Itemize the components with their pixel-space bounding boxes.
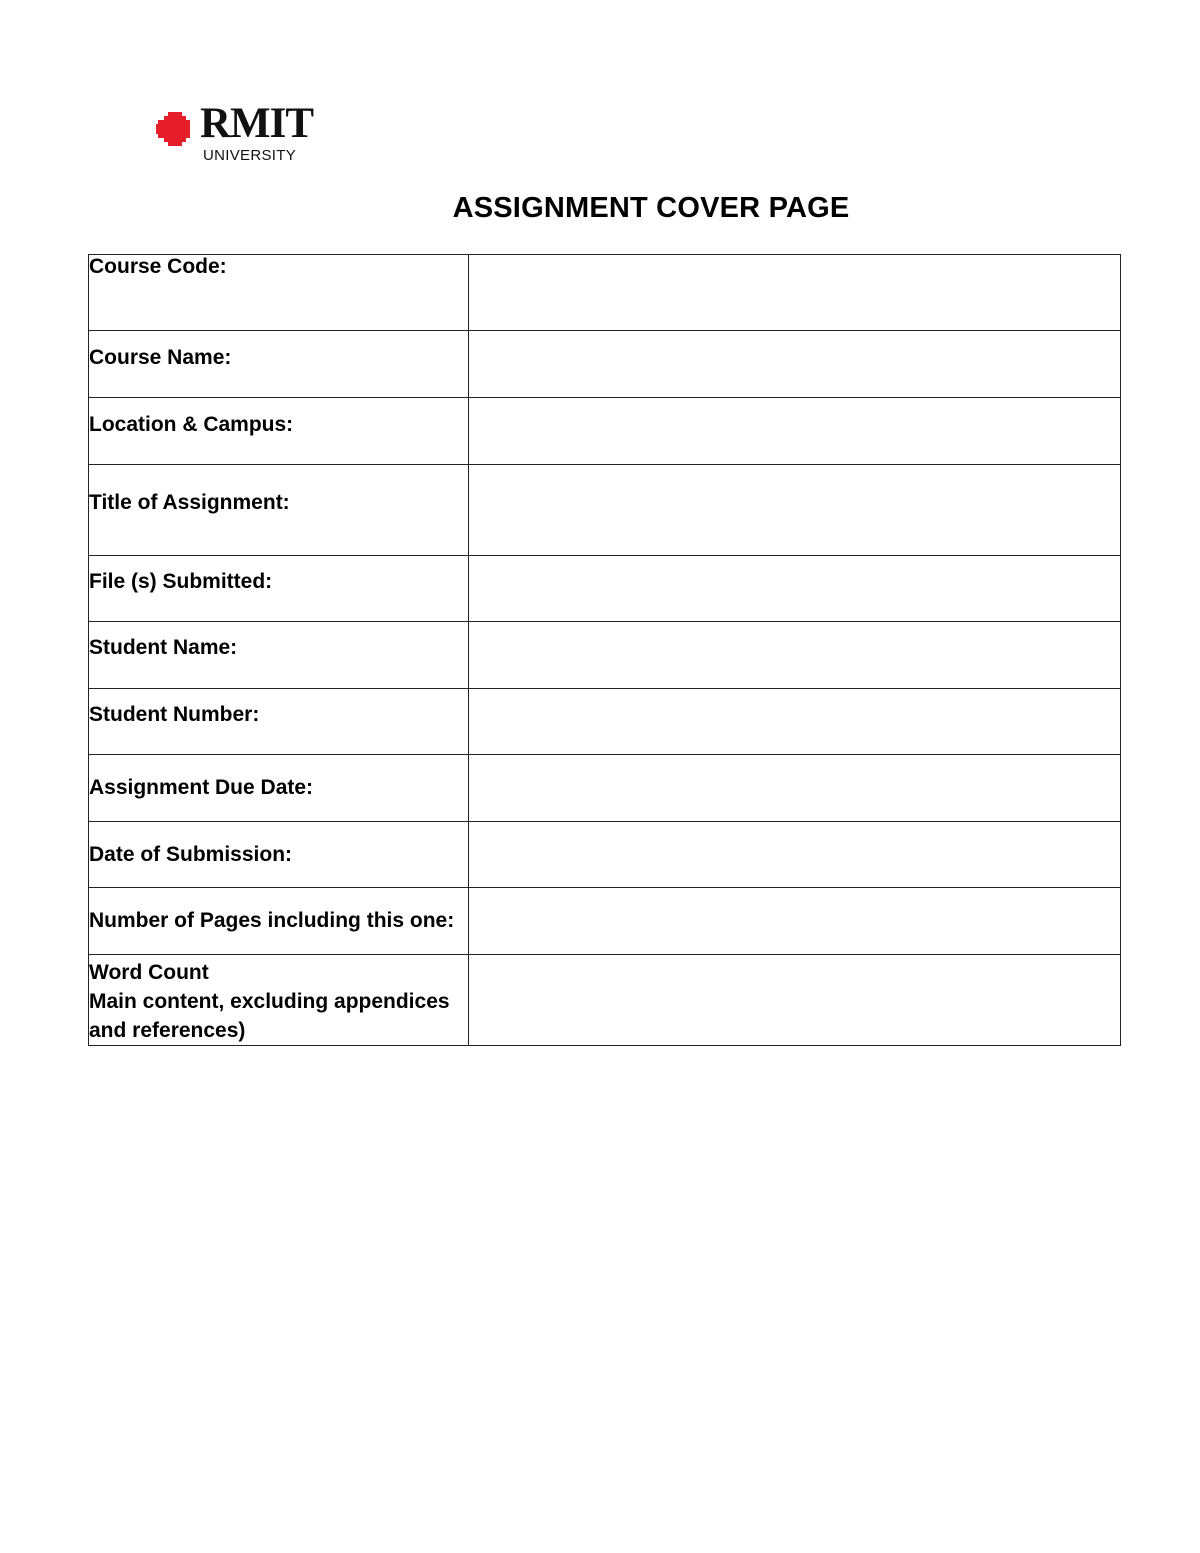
page-count-field[interactable] <box>469 888 1121 955</box>
field-label: Title of Assignment: <box>89 465 469 556</box>
field-label: Location & Campus: <box>89 398 469 465</box>
word-count-label <box>89 955 469 1046</box>
due-date-field[interactable] <box>469 755 1121 822</box>
student-name-field[interactable] <box>469 622 1121 689</box>
field-label: Number of Pages including this one: <box>89 888 469 955</box>
files-submitted-field[interactable] <box>469 556 1121 622</box>
table-row <box>89 955 1121 1046</box>
table-row <box>89 465 1121 556</box>
table-row <box>89 398 1121 465</box>
student-number-field[interactable] <box>469 689 1121 755</box>
logo-subtitle: UNIVERSITY <box>203 147 297 164</box>
table-row <box>89 556 1121 622</box>
table-row <box>89 331 1121 398</box>
rmit-pixel-icon <box>156 110 196 150</box>
course-code-field[interactable] <box>469 255 1121 331</box>
field-label: Course Name: <box>89 331 469 398</box>
rmit-logo <box>156 100 326 170</box>
word-count-label-line: Main content, excluding appendices <box>89 990 450 1013</box>
field-label: Assignment Due Date: <box>89 755 469 822</box>
word-count-field[interactable] <box>469 955 1121 1046</box>
table-row <box>89 622 1121 689</box>
field-label: Student Name: <box>89 622 469 689</box>
table-row <box>89 755 1121 822</box>
field-label: Student Number: <box>89 689 469 755</box>
submission-date-field[interactable] <box>469 822 1121 888</box>
assignment-title-field[interactable] <box>469 465 1121 556</box>
course-name-field[interactable] <box>469 331 1121 398</box>
table-row <box>89 822 1121 888</box>
table-row <box>89 888 1121 955</box>
field-label: Course Code: <box>89 255 469 331</box>
page-title: ASSIGNMENT COVER PAGE <box>452 192 850 224</box>
word-count-label-line: and references) <box>89 1019 246 1042</box>
logo-wordmark: RMIT <box>200 100 314 147</box>
field-label: Date of Submission: <box>89 822 469 888</box>
location-campus-field[interactable] <box>469 398 1121 465</box>
field-label: File (s) Submitted: <box>89 556 469 622</box>
cover-form-table <box>88 254 1121 1046</box>
table-row <box>89 255 1121 331</box>
table-row <box>89 689 1121 755</box>
word-count-label-line: Word Count <box>89 961 209 984</box>
